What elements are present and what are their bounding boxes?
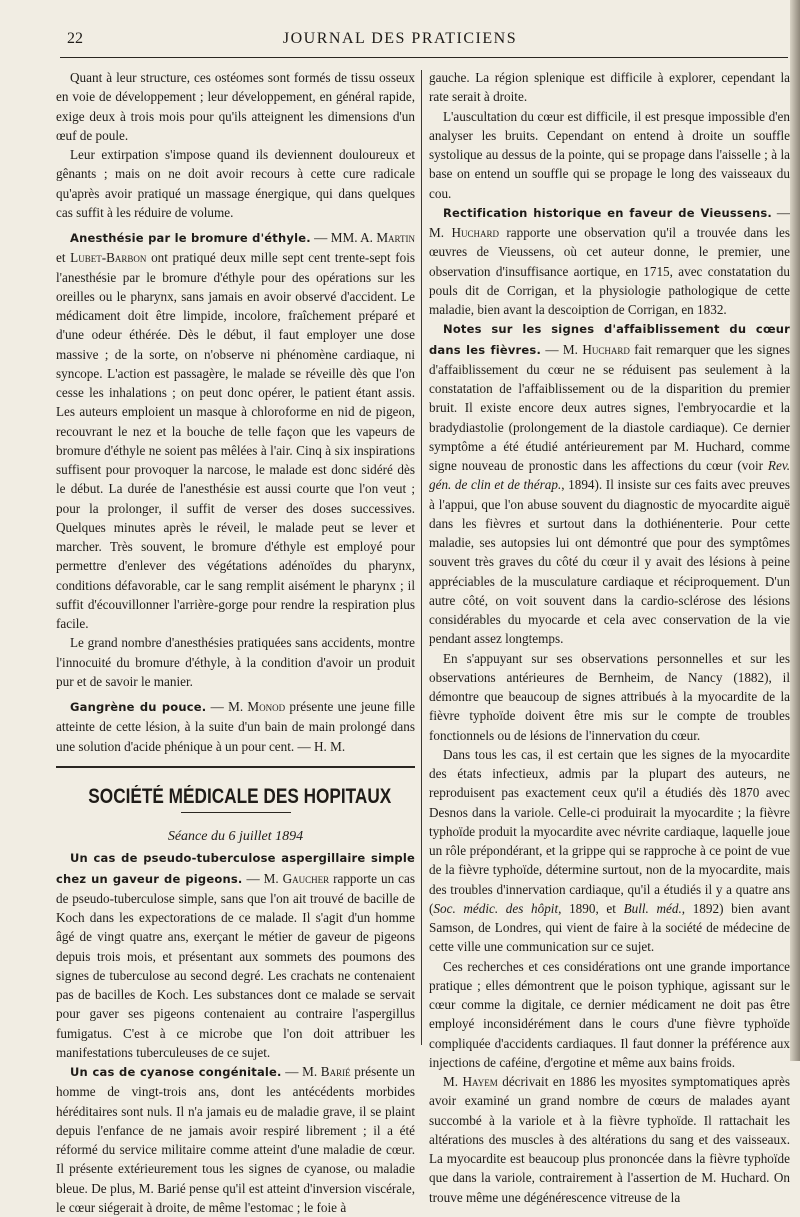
- page-spine-shadow: [790, 0, 800, 1061]
- body-text: , 1894). Il insiste sur ces faits avec preuves à l'appui, que l'on abuse souvent du diagnostic de myocardite aiguë dans les fièvres et surtout dans la dothiénenterie. Pour cette maladie, ses autopsies lui ont démontré que pour des symptômes souvent très graves du côté du cœur il y avait des lésions à peine appréciables de la musculature cardiaque et réciproquement. D'un autre côté, on voit souvent dans la cardio-sclérose des lésions considérables du myocarde et cela avec conservation de la vie pendant assez longtemps.: [429, 477, 790, 647]
- dash-text: — M.: [206, 699, 248, 714]
- section-rule: [56, 766, 415, 768]
- title-underline: [181, 812, 291, 813]
- dash-text: — M.: [541, 341, 583, 357]
- section-heading: Rectification historique en faveur de Vieussens.: [443, 205, 772, 220]
- author-name: Hayem: [462, 1074, 498, 1089]
- conjunction-text: et: [56, 250, 71, 266]
- author-name: Monod: [247, 699, 286, 714]
- dash-text: — M.: [429, 204, 790, 240]
- author-name: Gaucher: [282, 870, 330, 886]
- paragraph-extirpation: Leur extirpation s'impose quand ils deviennent douloureux et gênants ; mais on ne doit avoir recours à cette cure radicale qu'après avoir pratiqué un massage énergique, qui dans quelques cas suffit à les réduire de volume.: [56, 147, 415, 220]
- column-divider: [421, 70, 422, 1045]
- page-number: 22: [67, 30, 83, 47]
- author-name: Huchard: [451, 225, 499, 240]
- body-text: M.: [443, 1074, 463, 1089]
- section-pseudo-tuberculose: [56, 848, 415, 1062]
- body-text: ont pratiqué deux mille sept cent trente-sept fois l'anesthésie par le bromure d'éthyle pour des opérations sur les oreilles ou le pharynx, sans jamais en avoir observé d'accident. Le médicament doit être limpide, incolore, fraîchement préparé et d'une odeur éthérée. Dès le début, il faut employer une dose massive ; de la sorte, on n'observe ni phénomène cardiaque, ni syncope. L'action est passagère, le malade se réveille dès que l'on cesse les inhalations ; on peut donc opérer, le patient étant assis. Les auteurs emploient un masque à chloroforme en nid de pigeon, recouvrant le nez et la bouche de telle façon que les vapeurs de bromure d'éthyle ne soient pas mêlées à l'air. Cinq à six inspirations suffisent pour provoquer la narcose, le malade est donc sidéré dès le début. La durée de l'anesthésie est aussi courte que l'on veut ; pour la prolonger, il suffit de verser des doses successives. Quelques minutes après le réveil, le malade peut se lever et marcher. Très souvent, le bromure d'éthyle est employé pour permettre d'enlever des végétations adénoïdes du pharynx, conditions défavorable, car le sang remplit aisément le pharynx ; il suffit d'écouvillonner l'arrière-gorge pour rendre la respiration plus facile.: [56, 250, 415, 631]
- body-text: , 1890, et: [558, 900, 624, 916]
- header-rule: [60, 57, 788, 58]
- paragraph-hayem: [429, 1072, 790, 1207]
- seance-date: Séance du 6 juillet 1894: [167, 829, 304, 844]
- left-column: [56, 68, 415, 1217]
- paragraph-osteomes: Quant à leur structure, ces ostéomes sont formés de tissu osseux en voie de développement ; leur développement, en général rapide, exige deux à trois mois pour qu'ils atteignent les dimensions d'un œuf de poule.: [56, 70, 415, 143]
- section-anesthesie: [56, 228, 415, 633]
- right-column: [429, 68, 790, 1207]
- paragraph-auscultation: L'auscultation du cœur est difficile, il est presque impossible d'en analyser les bruits. Cependant on entend à droite un souffle systolique au dessus de la pointe, qui se propage dans l'aisselle ; à la base on entend un souffle qui se propage le long des vaisseaux du cou.: [429, 108, 790, 201]
- section-heading: Un cas de cyanose congénitale.: [70, 1065, 282, 1079]
- section-heading: Notes sur les signes d'affaiblissement du cœur dans les fièvres.: [429, 322, 790, 357]
- societe-title: SOCIÉTÉ MÉDICALE DES HOPITAUX: [88, 784, 392, 808]
- body-text: Dans tous les cas, il est certain que les signes de la myocardite des états infectieux, admis par la plupart des auteurs, ne reproduisent pas exactement ceux qu'il a étudiés dès 1870 avec Desnos dans la variole. Celle-ci produirait la myocardite ; la fièvre typhoïde produit la myocardite avec névrite cardiaque, laquelle joue un rôle prépondérant, et la grippe qui se rapproche à ce point de vue de la fièvre typhoïde, détermine surtout, non de la myocardite, mais des troubles d'innervation cardiaque, qu'il a étudiés il y a quatre ans (: [429, 746, 790, 916]
- dash-text: — M.: [281, 1064, 321, 1079]
- paragraph-myocardite: [429, 745, 790, 957]
- paragraph-bernheim: En s'appuyant sur ses observations personnelles et sur les observations antérieures de Bernheim, de Nancy (1882), il démontre que beaucoup de signes attribués à la myocardite de la fièvre typhoïde doivent être mis sur le compte de troubles fonctionnels ou de lésions de l'innervation du cœur.: [429, 650, 790, 743]
- author-name: Martin: [376, 230, 416, 245]
- journal-reference: Soc. médic. des hôpit: [433, 900, 559, 916]
- body-text: , 1892) bien avant Samson, de Londres, qui vient de faire à la société de médecine de cette ville une communication sur ce sujet.: [429, 900, 790, 955]
- journal-reference: Rev. gén. de clin et de thérap.: [429, 458, 790, 493]
- author-name: Huchard: [582, 341, 630, 357]
- section-rectification: [429, 203, 790, 320]
- section-heading: Un cas de pseudo-tuberculose aspergillaire simple chez un gaveur de pigeons.: [56, 851, 415, 886]
- journal-title: JOURNAL DES PRATICIENS: [282, 30, 518, 47]
- body-text: présente une jeune fille atteinte de cette lésion, à la suite d'un bain de main prolongé dans une solution d'acide phénique à un pour cent. — H. M.: [56, 699, 415, 754]
- body-text: décrivait en 1886 les myosites symptomatiques après avoir examiné un grand nombre de cœurs de malades ayant succombé à la variole et à la fièvre typhoïde. Il rattachait les altérations des muscles à des altérations du sang et des vaisseaux. La myocardite est beaucoup plus prononcée dans la fièvre typhoïde que dans la variole, contrairement à l'assertion de M. Huchard. On trouve même une dégénérescence vitreuse de la: [429, 1074, 790, 1205]
- paragraph-recherches: Ces recherches et ces considérations ont une grande importance pratique ; elles démontrent que le poison typhique, agissant sur le cœur comme la digitale, ce dernier médicament ne doit pas être employé inconsidérément dans le cours d'une fièvre typhoïde compliquée d'accidents cardiaques. Il faut donner la préférence aux injections de caféine, d'ergotine et même aux bains froids.: [429, 958, 790, 1070]
- dash-text: — MM. A.: [310, 230, 377, 245]
- paragraph-innocuite: Le grand nombre d'anesthésies pratiquées sans accidents, montre l'innocuité du bromure d'éthyle, à la condition d'avoir un produit pur et de savoir le manier.: [56, 635, 415, 689]
- section-notes-signes: [429, 319, 790, 648]
- section-cyanose: [56, 1062, 415, 1217]
- author-name: Lubet-Barbon: [70, 250, 147, 266]
- section-heading: Anesthésie par le bromure d'éthyle.: [70, 231, 311, 245]
- body-text: rapporte un cas de pseudo-tuberculose simple, sans que l'on ait trouvé de bacille de Koch dans les expectorations de ce malade. Il s'agit d'un homme âgé de vingt quatre ans, exerçant le métier de gaveur de pigeons depuis trois mois, et présentant aux sommets des poumons des signes de tuberculose au second degré. Les crachats ne contenaient pas de bacilles de Koch. Les substances dont ce malade se servait pour gaver ses pigeons contenaient au contraire l'aspergillus fumigatus. C'est à ce microbe que l'on doit attribuer les manifestations tuberculeuses de ce sujet.: [56, 870, 415, 1060]
- journal-reference: Bull. méd.: [623, 900, 682, 916]
- paragraph-rate: gauche. La région splenique est difficile à explorer, cependant la rate serait à droite.: [429, 70, 790, 105]
- author-name: Barié: [320, 1064, 351, 1079]
- section-heading: Gangrène du pouce.: [70, 700, 207, 714]
- section-gangrene: [56, 697, 415, 756]
- dash-text: — M.: [242, 870, 283, 886]
- body-text: présente un homme de vingt-trois ans, dont les antécédents morbides héréditaires sont nuls. Il n'a jamais eu de maladie grave, il se plaint depuis l'enfance de ne jamais avoir respiré librement ; il a été réformé du service militaire comme atteint d'une maladie de cœur. Il présente extérieurement tous les signes de cyanose, ou maladie bleue. De plus, M. Barié pense qu'il est atteint d'inversion viscérale, le cœur siégerait à droite, de même l'estomac ; le foie à: [56, 1064, 416, 1215]
- body-text: rapporte une observation qu'il a trouvée dans les œuvres de Vieussens, où cet auteur donne, le premier, une observation d'insuffisance aortique, en 1715, avec constatation du pouls dit de Corrigan, et la physiologie pathologique de cette maladie, bien avant la descoiption de Corrigan, en 1832.: [429, 225, 790, 317]
- body-text: fait remarquer que les signes d'affaiblissement du cœur ne se réduisent pas seulement à la constatation de l'affaiblissement ou de la disparition du premier bruit. Il existe encore deux autres signes, l'embryocardie et la bradydiastolie (prolongement de la diastole cardiaque). Ce dernier symptôme a été étudié antérieurement par M. Huchard, comme signe nouveau de pronostic dans les affections du cœur (voir: [429, 341, 790, 473]
